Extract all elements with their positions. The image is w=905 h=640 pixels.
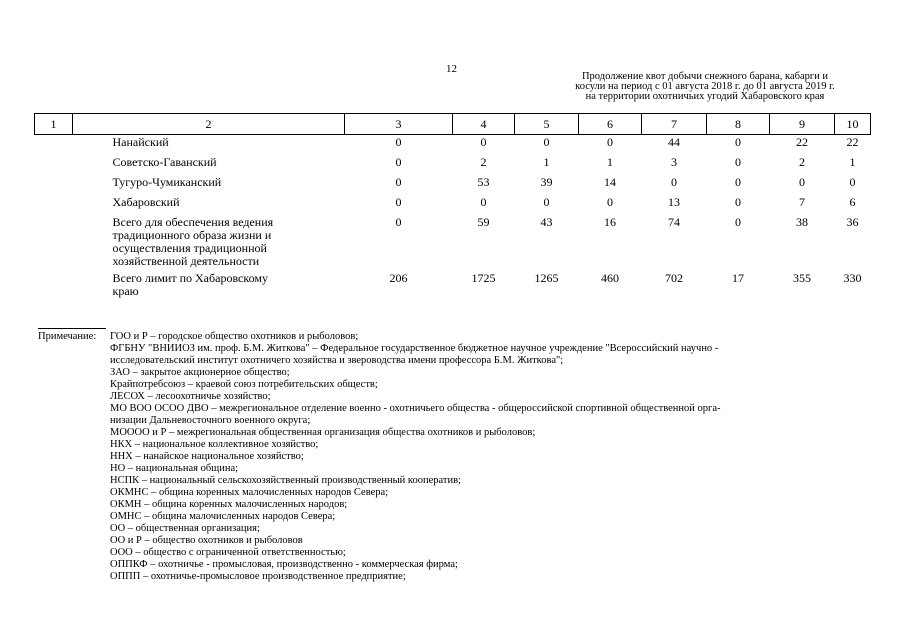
note-line: НСПК – национальный сельскохозяйственный производственный кооператив;: [110, 475, 461, 486]
table-cell: 0: [735, 215, 741, 229]
note-line: ННХ – нанайское национальное хозяйство;: [110, 451, 304, 462]
table-cell: 59: [477, 215, 490, 229]
table-cell: 0: [395, 195, 402, 209]
column-number: 10: [835, 114, 871, 135]
column-number: 3: [345, 114, 453, 135]
column-number: 5: [515, 114, 579, 135]
notes-label: Примечание:: [38, 331, 97, 342]
table-cell: 0: [543, 135, 550, 149]
note-line: низации Дальневосточного военного округа;: [110, 415, 311, 426]
table-row: [35, 135, 871, 156]
table-cell: 74: [668, 215, 680, 229]
table-cell: 36: [846, 215, 859, 229]
table-cell: 206: [389, 271, 408, 285]
total-traditional-line: хозяйственной деятельности: [112, 254, 260, 268]
note-line: ОО – общественная организация;: [110, 523, 260, 534]
table-cell: 0: [480, 195, 487, 209]
note-line: НКХ – национальное коллективное хозяйство;: [110, 439, 319, 450]
note-line: исследовательский институт охотничего хозяйства и звероводства имени профессора Б.М. Житкова";: [110, 355, 564, 366]
table-cell: 14: [604, 175, 616, 189]
column-number: 9: [770, 114, 835, 135]
table-cell: 13: [668, 195, 680, 209]
column-number: 1: [35, 114, 73, 135]
note-line: ЛЕСОХ – лесоохотничье хозяйство;: [110, 391, 271, 402]
table-cell: 0: [849, 175, 856, 189]
note-line: ГОО и Р – городское общество охотников и рыболовов;: [110, 331, 359, 342]
note-line: ОКМН – община коренных малочисленных народов;: [110, 499, 348, 510]
table-cell: 38: [796, 215, 808, 229]
table-cell: 0: [395, 155, 402, 169]
table-cell: 355: [793, 271, 811, 285]
table-cell: 0: [735, 175, 741, 189]
table-cell: 0: [735, 155, 741, 169]
table-cell: 6: [849, 195, 856, 209]
table-cell: 0: [543, 195, 550, 209]
continuation-line: косули на период с 01 августа 2018 г. до 01 августа 2019 г.: [575, 81, 835, 92]
table-cell: 43: [540, 215, 553, 229]
quota-table: [34, 113, 871, 298]
table-cell: 0: [799, 175, 805, 189]
table-cell: 1265: [534, 271, 559, 285]
note-line: ООО – общество с ограниченной ответственностью;: [110, 547, 346, 558]
column-number: 4: [453, 114, 515, 135]
note-line: НО – национальная община;: [110, 463, 239, 474]
note-line: ОМНС – община малочисленных народов Севера;: [110, 511, 336, 522]
table-cell: 3: [671, 155, 677, 169]
column-number: 6: [579, 114, 642, 135]
table-cell: 53: [477, 175, 490, 189]
table-cell: 16: [604, 215, 616, 229]
column-number: 7: [642, 114, 707, 135]
total-traditional-line: Всего для обеспечения ведения: [112, 215, 274, 229]
note-line: МООOО и Р – межрегиональная общественная организация общества охотников и рыболовов;: [110, 427, 536, 438]
total-limit-label: [73, 272, 345, 298]
column-number: 8: [707, 114, 770, 135]
district-name: Советско-Гаванский: [112, 155, 217, 169]
table-cell: 2: [799, 155, 805, 169]
footnote-divider: [38, 328, 106, 329]
total-limit-line: Всего лимит по Хабаровскому: [112, 271, 268, 285]
table-cell: 0: [735, 195, 741, 209]
total-limit-line: краю: [112, 284, 139, 298]
table-cell: 702: [665, 271, 683, 285]
table-cell: 0: [480, 135, 487, 149]
table-row: [35, 272, 871, 298]
table-cell: 0: [735, 135, 741, 149]
table-row: [35, 215, 871, 272]
district-name: Тугуро-Чумиканский: [112, 175, 222, 189]
table-cell: 2: [480, 155, 487, 169]
continuation-line: Продолжение квот добычи снежного барана, кабарги и: [581, 71, 829, 82]
table-cell: 0: [607, 135, 613, 149]
district-name: Нанайский: [112, 135, 169, 149]
note-line: ОППП – охотничье-промысловое производственное предприятие;: [110, 571, 406, 582]
table-row: [35, 155, 871, 175]
column-number: 2: [73, 114, 345, 135]
total-traditional-line: традиционного образа жизни и: [112, 228, 272, 242]
total-traditional-line: осуществления традиционной: [112, 241, 267, 255]
note-line: ОКМНС – община коренных малочисленных народов Севера;: [110, 487, 389, 498]
table-cell: 17: [732, 271, 744, 285]
table-cell: 7: [799, 195, 805, 209]
table-cell: 1725: [471, 271, 496, 285]
note-line: ОППКФ – охотничье - промысловая, производственно - коммерческая фирма;: [110, 559, 458, 570]
page-number: 12: [446, 63, 457, 75]
table-cell: 0: [395, 135, 402, 149]
table-cell: 0: [395, 215, 402, 229]
table-cell: 1: [543, 155, 550, 169]
table-cell: 22: [796, 135, 808, 149]
table-row: [35, 195, 871, 215]
continuation-line: на территории охотничьих угодий Хабаровского края: [585, 91, 825, 102]
table-cell: 330: [843, 271, 862, 285]
table-row: [35, 175, 871, 195]
note-line: ОО и Р – общество охотников и рыболовов: [110, 535, 303, 546]
notes-section: [38, 331, 878, 583]
note-line: МО ВОО ОСОО ДВО – межрегиональное отделение военно - охотничьего общества - общероссийской спортивной общественной орга-: [110, 403, 721, 414]
continuation-caption: [540, 72, 870, 102]
table-cell: 1: [849, 155, 856, 169]
table-cell: 460: [601, 271, 619, 285]
table-cell: 39: [540, 175, 553, 189]
column-number-row: [35, 114, 871, 135]
note-line: ЗАО – закрытое акционерное общество;: [110, 367, 290, 378]
total-traditional-label: [73, 215, 345, 272]
district-name: Хабаровский: [112, 195, 180, 209]
table-cell: 44: [668, 135, 680, 149]
table-cell: 22: [846, 135, 859, 149]
table-cell: 0: [395, 175, 402, 189]
table-cell: 0: [671, 175, 677, 189]
note-line: ФГБНУ "ВНИИОЗ им. проф. Б.М. Житкова" – Федеральное государственное бюджетное научное учреждение "Всероссийский научно -: [110, 343, 719, 354]
table-cell: 0: [607, 195, 613, 209]
note-line: Крайпотребсоюз – краевой союз потребительских обществ;: [110, 379, 378, 390]
table-cell: 1: [607, 155, 613, 169]
